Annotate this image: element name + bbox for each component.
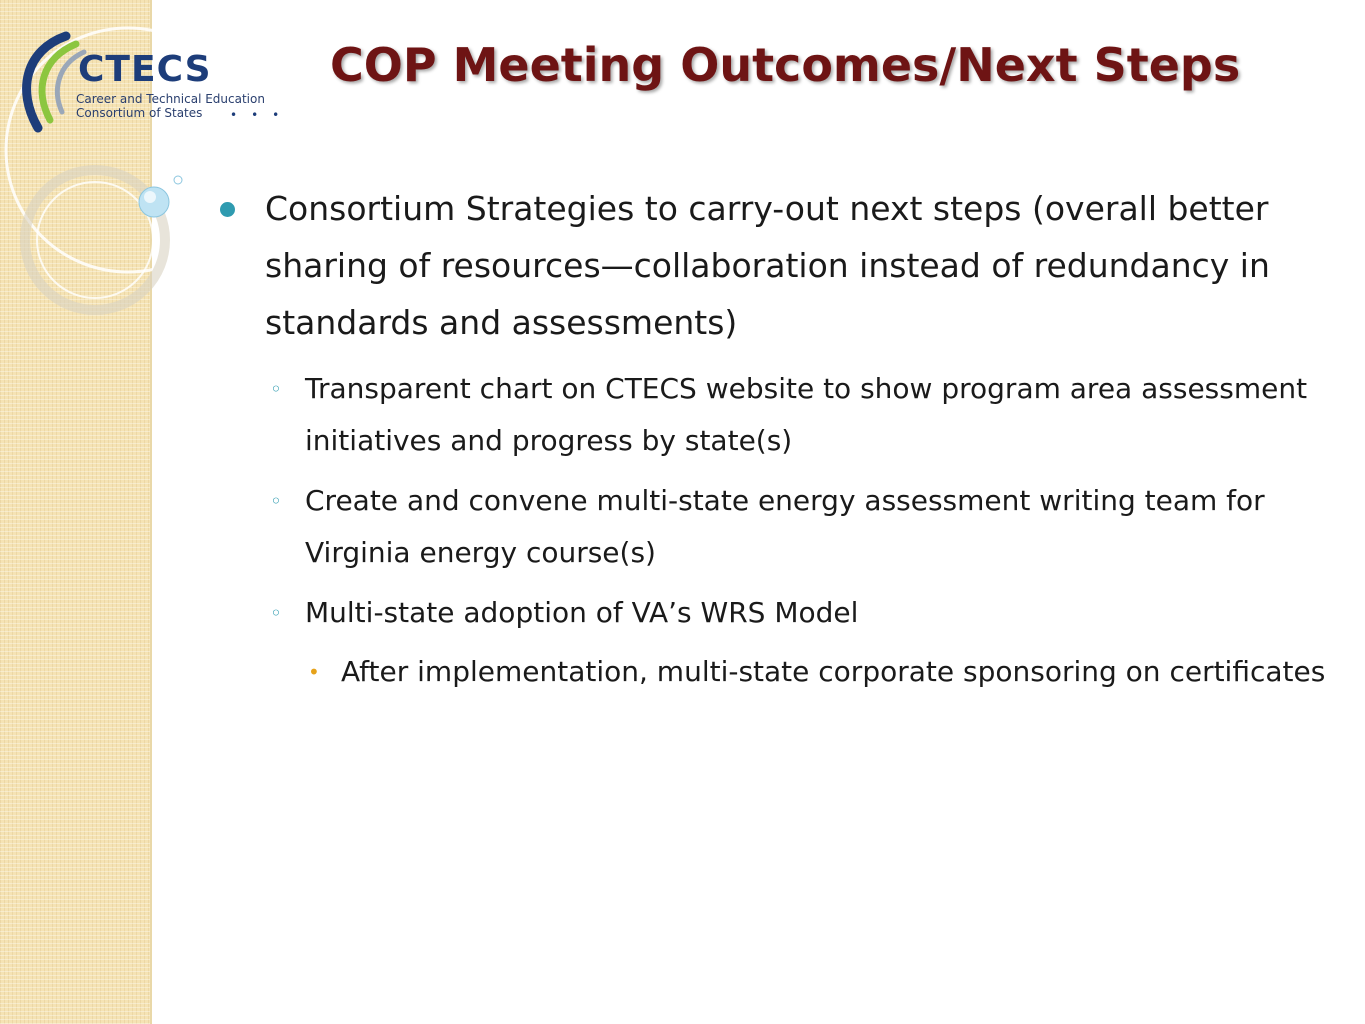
sub-bullet-text: Transparent chart on CTECS website to show program area assessment initiatives and progress by state(s) bbox=[305, 372, 1308, 457]
sub-bullet-text: Create and convene multi-state energy assessment writing team for Virginia energy course(s) bbox=[305, 484, 1265, 569]
logo-dots: ••• bbox=[230, 108, 294, 122]
sub-bullet-list bbox=[220, 363, 1330, 639]
ring-bullet-icon: ◦ bbox=[270, 377, 282, 401]
logo-subtitle-line1: Career and Technical Education bbox=[76, 92, 265, 106]
small-dot-bullet-icon: • bbox=[308, 660, 320, 684]
sub-sub-bullet-text: After implementation, multi-state corporate sponsoring on certificates bbox=[341, 655, 1326, 688]
sub-bullet-item bbox=[220, 475, 1330, 579]
sub-bullet-item bbox=[220, 587, 1330, 639]
main-bullet-text: Consortium Strategies to carry-out next steps (overall better sharing of resources—collaboration instead of redundancy in standards and assessments) bbox=[265, 189, 1270, 342]
logo-swoosh-icon bbox=[8, 28, 88, 138]
ring-bullet-icon: ◦ bbox=[270, 601, 282, 625]
sub-bullet-text: Multi-state adoption of VA’s WRS Model bbox=[305, 596, 859, 629]
bullet-dot-icon bbox=[220, 202, 235, 217]
main-bullet-item bbox=[220, 180, 1330, 351]
sub-sub-bullet-item bbox=[220, 647, 1330, 697]
ring-bullet-icon: ◦ bbox=[270, 489, 282, 513]
logo-wordmark: CTECS bbox=[78, 49, 212, 90]
logo-subtitle-line2: Consortium of States bbox=[76, 106, 203, 120]
ctecs-logo bbox=[8, 28, 308, 138]
sub-bullet-item bbox=[220, 363, 1330, 467]
slide-title: COP Meeting Outcomes/Next Steps bbox=[330, 38, 1241, 92]
slide-content bbox=[220, 180, 1330, 697]
